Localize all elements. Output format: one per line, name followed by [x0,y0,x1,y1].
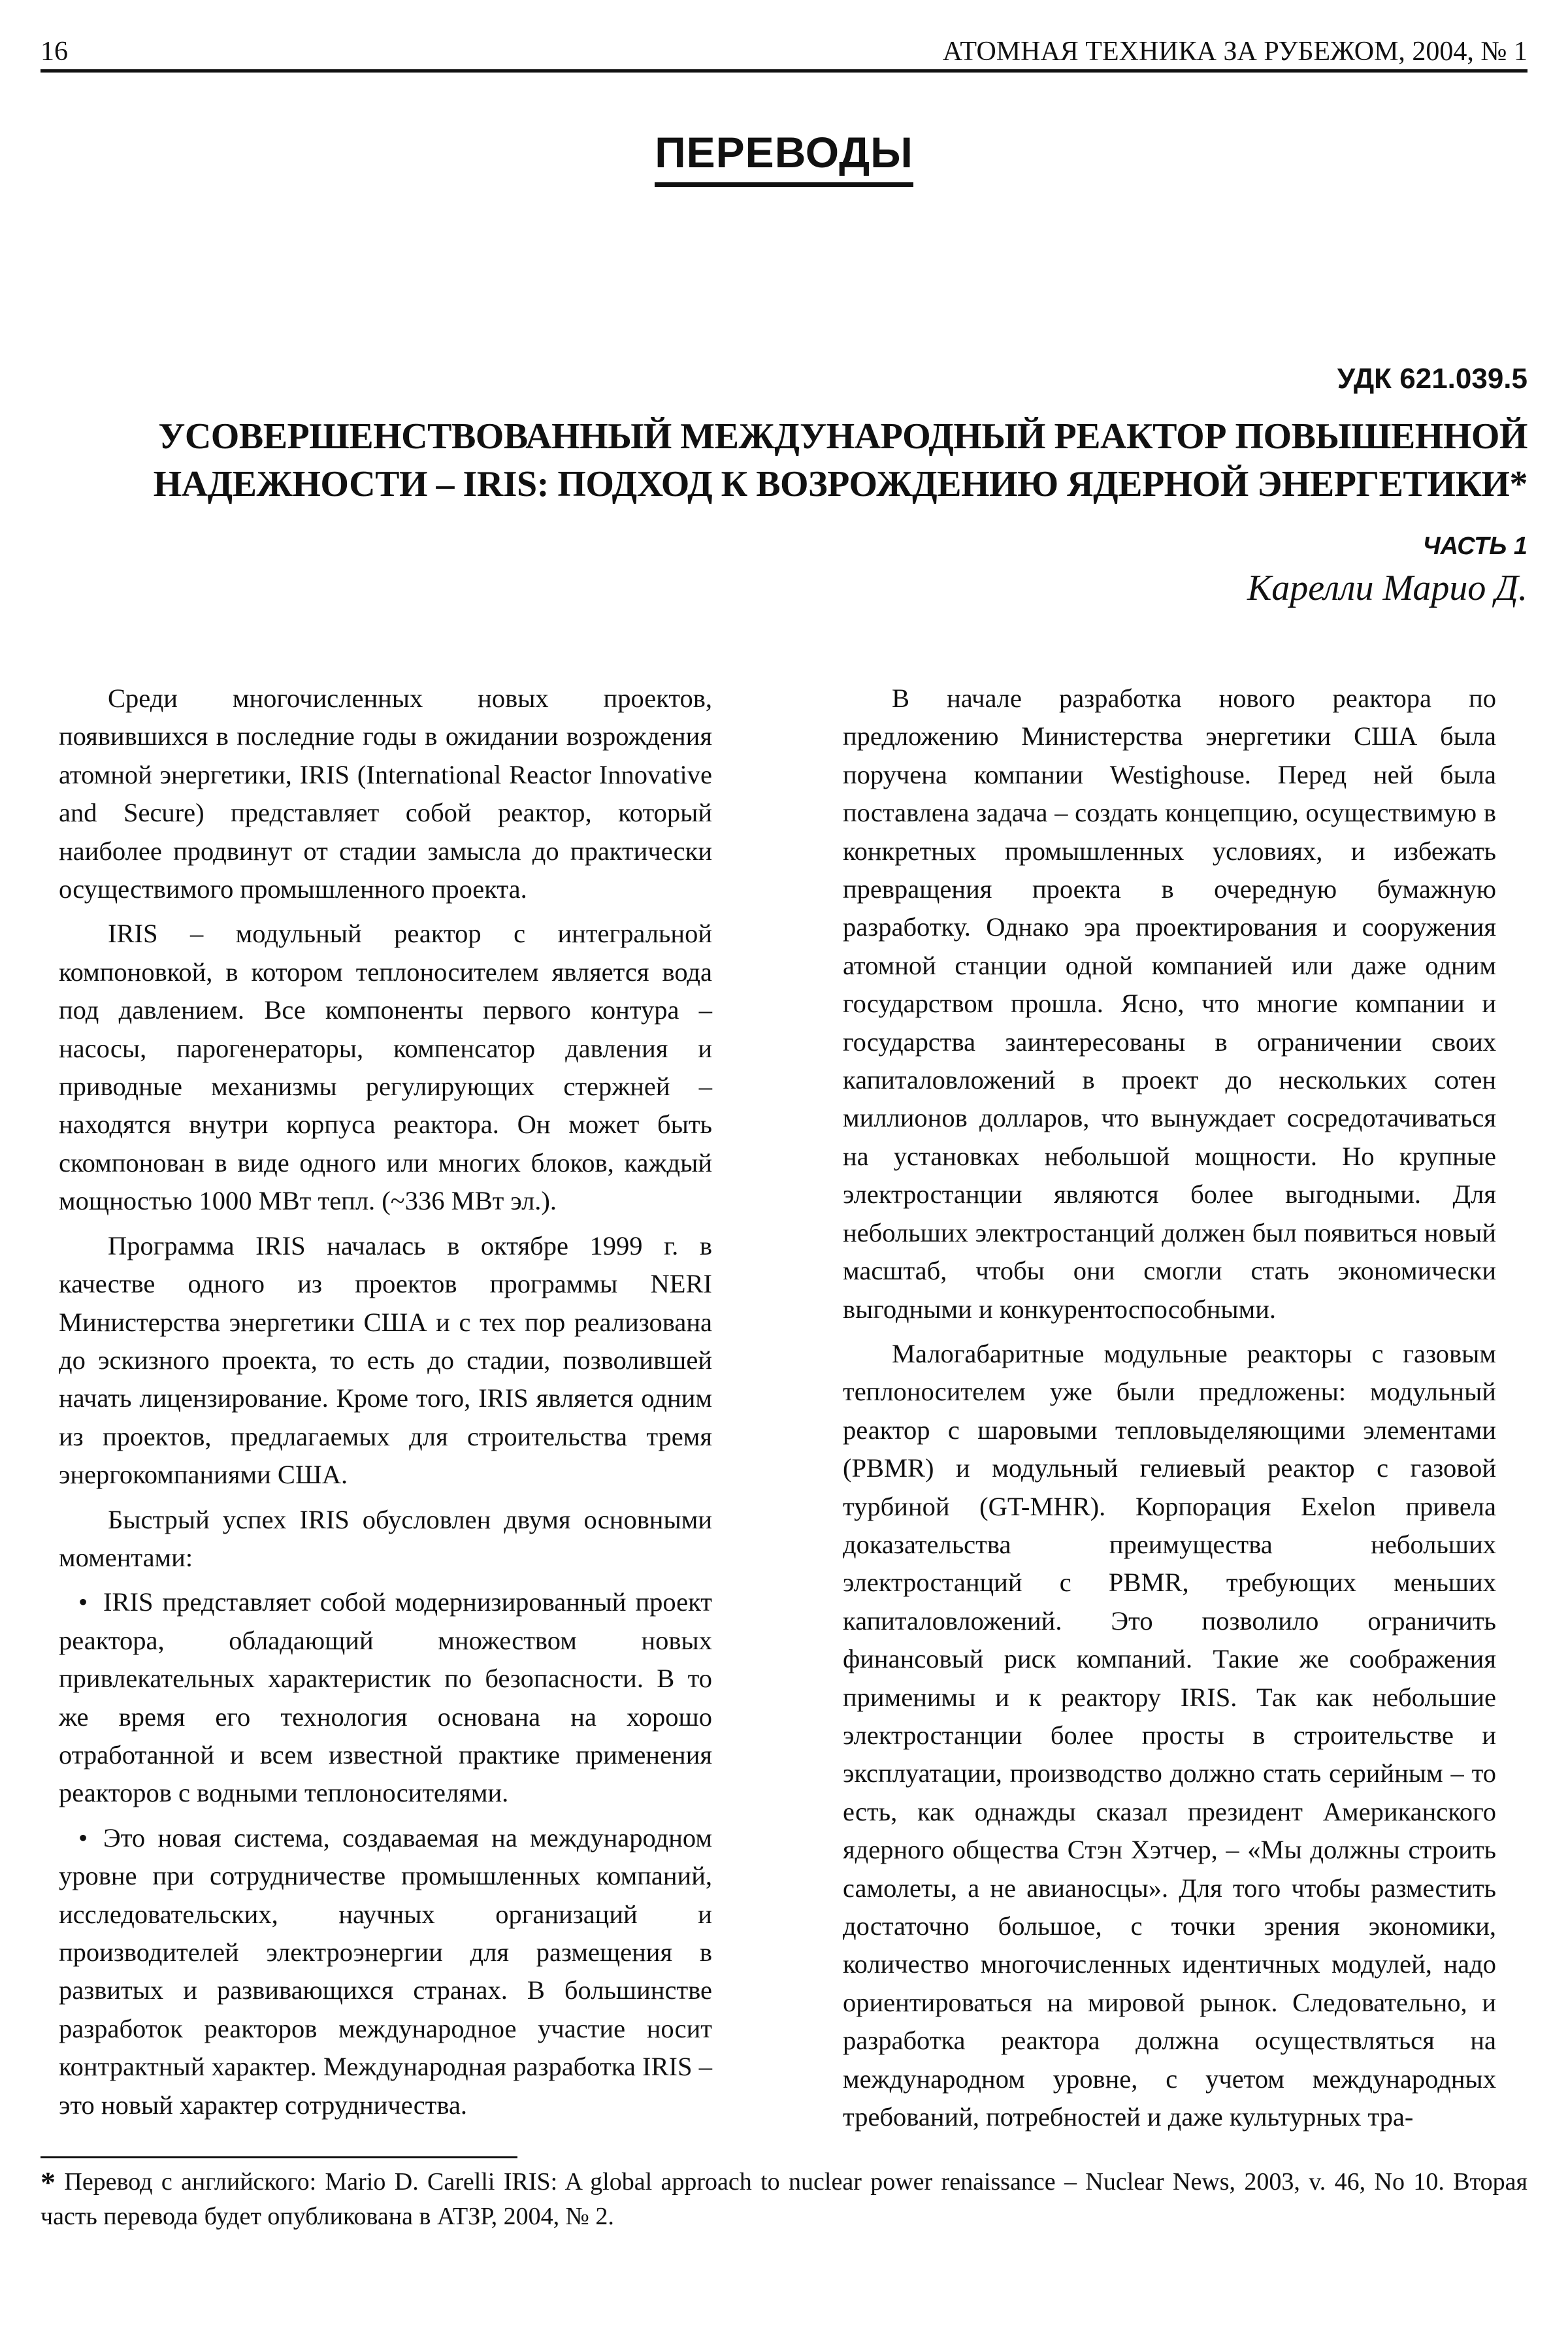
section-title: ПЕРЕВОДЫ [0,127,1568,187]
article-author: Карелли Марио Д. [1247,568,1527,608]
left-column [59,680,712,2131]
bullet-item [59,1583,712,1812]
paragraph: Малогабаритные модульные реакторы с газовым теплоносителем уже были предложены: модульный реактор с шаровыми тепловыделяющими элементами (PBMR) и модульный гелиевый реактор с газовой турбиной (GT-MHR). Корпорация Exelon привела доказательства преимущества небольших электростанций с PBMR, требующих меньших капиталовложений. Это позволило ограничить финансовый риск компаний. Такие же соображения применимы и к реактору IRIS. Так как небольшие электростанции более просты в строительстве и эксплуатации, производство должно стать серийным – то есть, как однажды сказал президент Американского ядерного общества Стэн Хэтчер, – «Мы должны строить самолеты, а не авианосцы». Для того чтобы разместить достаточно большое, с точки зрения экономики, количество многочисленных идентичных модулей, надо ориентироваться на мировой рынок. Следовательно, и разработка реактора должна осуществляться на международном уровне, с учетом международных требований, потребностей и даже культурных тра- [843,1338,1496,2132]
journal-title: АТОМНАЯ ТЕХНИКА ЗА РУБЕЖОМ, 2004, № 1 [942,37,1527,67]
paragraph: IRIS – модульный реактор с интегральной компоновкой, в котором теплоносителем является вода под давлением. Все компоненты первого контура – насосы, парогенераторы, компенсатор давления и приводные механизмы регулирующих стержней – находятся внутри корпуса реактора. Он может быть скомпонован в виде одного или многих блоков, каждый мощностью 1000 МВт тепл. (~336 МВт эл.). [59,919,712,1216]
paragraph: Среди многочисленных новых проектов, появившихся в последние годы в ожидании возрождения атомной энергетики, IRIS (International Reactor Innovative and Secure) представляет собой реактор, который наиболее продвинут от стадии замысла до практически осуществимого промышленного проекта. [59,683,712,904]
udk-code: УДК 621.039.5 [1337,363,1527,395]
footnote [41,2165,1527,2233]
article-title [41,413,1527,508]
bullet-icon: • [78,1822,88,1852]
article-part: ЧАСТЬ 1 [1422,533,1527,560]
bullet-icon: • [78,1587,88,1617]
bullet-item [59,1819,712,2124]
paragraph: Программа IRIS началась в октябре 1999 г. в качестве одного из проектов программы NERI Министерства энергетики США и с тех пор реализована до эскизного проекта, то есть до стадии, позволившей начать лицензирование. Кроме того, IRIS является одним из проектов, предлагаемых для строительства тремя энергокомпаниями США. [59,1230,712,1490]
footnote-text: Перевод с английского: Mario D. Carelli IRIS: A global approach to nuclear power renaissance – Nuclear News, 2003, v. 46, No 10. Вторая часть перевода будет опубликована в АТЗР, 2004, № 2. [41,2168,1528,2230]
article-title-line-1: УСОВЕРШЕНСТВОВАННЫЙ МЕЖДУНАРОДНЫЙ РЕАКТОР ПОВЫШЕННОЙ [158,416,1527,457]
right-column [843,680,1496,2143]
page-number: 16 [41,37,68,67]
footnote-rule [41,2156,517,2158]
running-header [41,20,1527,65]
bullet-text: Это новая система, создаваемая на международном уровне при сотрудничестве промышленных компаний, исследовательских, научных организаций и производителей электроэнергии для размещения в развитых и развивающихся странах. В большинстве разработок реакторов международное участие носит контрактный характер. Международная разработка IRIS – это новый характер сотрудничества. [59,1822,712,2120]
paragraph: Быстрый успех IRIS обусловлен двумя основными моментами: [59,1504,712,1572]
header-rule [41,69,1527,73]
bullet-text: IRIS представляет собой модернизированный проект реактора, обладающий множеством новых привлекательных характеристик по безопасности. В то же время его технология основана на хорошо отработанной и всем известной практике применения реакторов с водными теплоносителями. [59,1587,712,1808]
article-title-line-2: НАДЕЖНОСТИ – IRIS: ПОДХОД К ВОЗРОЖДЕНИЮ ЯДЕРНОЙ ЭНЕРГЕТИКИ* [153,464,1527,504]
paragraph: В начале разработка нового реактора по предложению Министерства энергетики США была поручена компании Westighouse. Перед ней была поставлена задача – создать концепцию, осуществимую в конкретных промышленных условиях, и избежать превращения проекта в очередную бумажную разработку. Однако эра проектирования и сооружения атомной станции одной компанией или даже одним государством прошла. Ясно, что многие компании и государства заинтересованы в ограничении своих капиталовложений в проект до нескольких сотен миллионов долларов, что вынуждает сосредотачиваться на установках небольшой мощности. Но крупные электростанции являются более выгодными. Для небольших электростанций должен был появиться новый масштаб, чтобы они смогли стать экономически выгодными и конкурентоспособными. [843,683,1496,1324]
footnote-marker: * [41,2165,56,2199]
